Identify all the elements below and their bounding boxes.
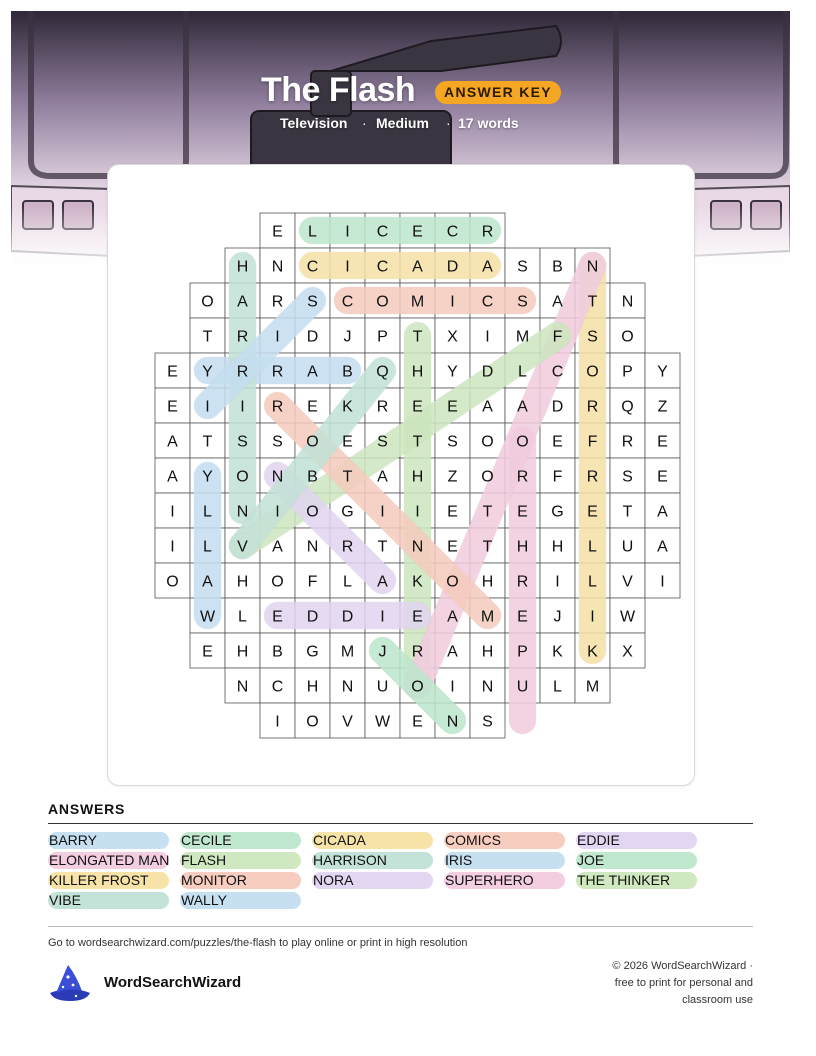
grid-letter: A [447, 643, 458, 661]
grid-letter: Y [202, 363, 213, 381]
category-label: Television [280, 115, 348, 131]
answer-item: JOE [576, 852, 697, 869]
grid-letter: O [166, 573, 179, 591]
grid-letter: A [377, 573, 388, 591]
grid-letter: O [411, 678, 424, 696]
grid-letter: O [306, 433, 319, 451]
grid-letter: N [271, 468, 284, 486]
grid-letter: N [236, 678, 249, 696]
grid-letter: S [587, 328, 598, 346]
grid-letter: E [517, 608, 528, 626]
grid-letter: V [622, 573, 633, 591]
answer-item: IRIS [444, 852, 565, 869]
grid-letter: N [621, 293, 634, 311]
grid-letter: U [516, 678, 529, 696]
grid-letter: K [412, 573, 423, 591]
copyright-line: © 2026 WordSearchWizard · [612, 960, 753, 972]
grid-letter: O [376, 293, 389, 311]
grid-letter: X [447, 328, 458, 346]
grid-letter: E [412, 713, 423, 731]
grid-letter: A [237, 293, 248, 311]
grid-letter: M [410, 293, 425, 311]
grid-letter: V [237, 538, 248, 556]
grid-letter: E [447, 398, 458, 416]
grid-letter: R [236, 328, 249, 346]
grid-letter: L [553, 678, 562, 696]
grid-letter: L [308, 223, 317, 241]
grid-letter: H [236, 258, 249, 276]
grid-letter: I [380, 608, 385, 626]
grid-letter: T [412, 433, 423, 451]
answer-key-badge: ANSWER KEY [435, 81, 561, 104]
grid-letter: N [481, 678, 494, 696]
grid-letter: I [450, 678, 455, 696]
grid-letter: O [306, 713, 319, 731]
grid-letter: R [271, 363, 284, 381]
grid-letter: E [412, 223, 423, 241]
grid-letter: M [585, 678, 600, 696]
grid-letter: F [587, 433, 598, 451]
grid-letter: S [517, 293, 528, 311]
grid-letter: M [480, 608, 495, 626]
grid-letter: I [170, 538, 175, 556]
grid-letter: Y [202, 468, 213, 486]
grid-letter: I [345, 223, 350, 241]
grid-letter: E [657, 433, 668, 451]
grid-letter: C [446, 223, 459, 241]
grid-letter: A [167, 468, 178, 486]
grid-letter: A [657, 503, 668, 521]
wizard-hat-icon [46, 963, 94, 1005]
copyright-line: classroom use [682, 994, 753, 1006]
grid-letter: O [201, 293, 214, 311]
grid-letter: O [306, 503, 319, 521]
grid-letter: Q [621, 398, 634, 416]
grid-letter: H [481, 573, 494, 591]
answer-item: MONITOR [180, 872, 301, 889]
grid-letter: F [552, 468, 563, 486]
grid-letter: T [202, 328, 213, 346]
grid-letter: H [481, 643, 494, 661]
grid-letter: T [622, 503, 633, 521]
grid-letter: Q [376, 363, 389, 381]
copyright-line: free to print for personal and [614, 977, 753, 989]
grid-letter: J [553, 608, 562, 626]
grid-letter: S [307, 293, 318, 311]
grid-letter: C [306, 258, 319, 276]
grid-letter: S [272, 433, 283, 451]
grid-letter: A [657, 538, 668, 556]
grid-letter: Z [657, 398, 668, 416]
grid-letter: E [657, 468, 668, 486]
grid-letter: I [380, 503, 385, 521]
grid-letter: H [411, 468, 424, 486]
grid-letter: A [307, 363, 318, 381]
grid-letter: N [236, 503, 249, 521]
grid-letter: T [342, 468, 353, 486]
grid-letter: S [482, 713, 493, 731]
grid-letter: K [587, 643, 598, 661]
answer-item: SUPERHERO [444, 872, 565, 889]
grid-letter: A [552, 293, 563, 311]
grid-letter: I [275, 713, 280, 731]
grid-letter: H [306, 678, 319, 696]
grid-letter: O [586, 363, 599, 381]
grid-letter: I [485, 328, 490, 346]
grid-letter: T [377, 538, 388, 556]
grid-letter: R [586, 468, 599, 486]
grid-letter: A [412, 258, 423, 276]
grid-letter: N [306, 538, 319, 556]
grid-letter: I [170, 503, 175, 521]
grid-letter: R [481, 223, 494, 241]
grid-letter: U [376, 678, 389, 696]
play-online-link[interactable]: Go to wordsearchwizard.com/puzzles/the-flash to play online or print in high resolution [48, 937, 468, 949]
grid-letter: V [342, 713, 353, 731]
grid-letter: H [236, 643, 249, 661]
grid-letter: L [203, 538, 212, 556]
brand-name: WordSearchWizard [104, 974, 242, 991]
grid-letter: C [376, 258, 389, 276]
grid-letter: H [411, 363, 424, 381]
grid-letter: S [622, 468, 633, 486]
grid-letter: G [341, 503, 354, 521]
grid-letter: D [481, 363, 494, 381]
grid-letter: I [240, 398, 245, 416]
grid-letter: S [447, 433, 458, 451]
grid-letter: I [590, 608, 595, 626]
grid-letter: C [376, 223, 389, 241]
grid-letter: E [412, 398, 423, 416]
grid-letter: P [377, 328, 388, 346]
grid-letter: R [271, 398, 284, 416]
answer-item: KILLER FROST [48, 872, 169, 889]
grid-letter: E [552, 433, 563, 451]
meta-separator: · [446, 115, 451, 131]
grid-letter: F [552, 328, 563, 346]
grid-letter: E [167, 363, 178, 381]
grid-letter: S [237, 433, 248, 451]
grid-letter: L [588, 573, 597, 591]
grid-letter: E [272, 223, 283, 241]
answer-item: ELONGATED MAN [49, 852, 170, 868]
grid-letter: Y [447, 363, 458, 381]
grid-letter: C [551, 363, 564, 381]
grid-letter: S [377, 433, 388, 451]
divider [48, 926, 753, 927]
grid-letter: N [586, 258, 599, 276]
grid-letter: O [271, 573, 284, 591]
answer-item: THE THINKER [576, 872, 697, 889]
grid-letter: R [621, 433, 634, 451]
answer-item: HARRISON [312, 852, 433, 869]
grid-letter: P [622, 363, 633, 381]
grid-letter: D [306, 608, 319, 626]
meta-separator: · [362, 115, 367, 131]
grid-letter: D [341, 608, 354, 626]
answer-item: CECILE [180, 832, 301, 849]
grid-letter: R [376, 398, 389, 416]
grid-letter: R [516, 573, 529, 591]
grid-letter: C [481, 293, 494, 311]
grid-letter: L [238, 608, 247, 626]
grid-letter: J [343, 328, 352, 346]
grid-letter: C [341, 293, 354, 311]
grid-letter: M [340, 643, 355, 661]
grid-letter: L [343, 573, 352, 591]
answer-item: VIBE [48, 892, 169, 909]
grid-letter: O [481, 433, 494, 451]
grid-letter: N [271, 258, 284, 276]
grid-letter: A [167, 433, 178, 451]
difficulty-label: Medium [376, 115, 429, 131]
grid-letter: R [236, 363, 249, 381]
grid-letter: B [342, 363, 353, 381]
grid-letter: A [517, 398, 528, 416]
grid-letter: E [447, 503, 458, 521]
grid-letter: E [272, 608, 283, 626]
grid-letter: H [236, 573, 249, 591]
grid-letter: O [481, 468, 494, 486]
answer-item: NORA [312, 872, 433, 889]
grid-letter: R [516, 468, 529, 486]
grid-letter: R [341, 538, 354, 556]
grid-letter: I [450, 293, 455, 311]
copyright-notice [553, 958, 753, 1009]
grid-letter: X [622, 643, 633, 661]
divider [48, 823, 753, 824]
grid-letter: A [482, 398, 493, 416]
grid-letter: T [202, 433, 213, 451]
grid-letter: A [202, 573, 213, 591]
grid-letter: E [447, 538, 458, 556]
grid-letter: U [621, 538, 634, 556]
grid-letter: Y [657, 363, 668, 381]
grid-letter: D [306, 328, 319, 346]
grid-letter: D [446, 258, 459, 276]
grid-letter: I [205, 398, 210, 416]
grid-letter: K [552, 643, 563, 661]
grid-letter: I [275, 328, 280, 346]
grid-letter: I [275, 503, 280, 521]
grid-letter: B [307, 468, 318, 486]
grid-letter: E [412, 608, 423, 626]
grid-letter: B [552, 258, 563, 276]
grid-letter: H [551, 538, 564, 556]
grid-letter: G [551, 503, 564, 521]
grid-letter: I [345, 258, 350, 276]
grid-letter: F [307, 573, 318, 591]
grid-letter: G [306, 643, 319, 661]
grid-letter: D [551, 398, 564, 416]
grid-letter: N [446, 713, 459, 731]
grid-letter: A [447, 608, 458, 626]
grid-letter: J [378, 643, 387, 661]
grid-letter: W [619, 608, 636, 626]
grid-letter: O [621, 328, 634, 346]
grid-letter: T [412, 328, 423, 346]
answers-heading: ANSWERS [48, 801, 126, 817]
grid-letter: E [517, 503, 528, 521]
grid-letter: T [482, 538, 493, 556]
grid-letter: O [516, 433, 529, 451]
grid-letter: B [272, 643, 283, 661]
answer-item: CICADA [312, 832, 433, 849]
grid-letter: T [587, 293, 598, 311]
page-title: The Flash [261, 71, 416, 109]
grid-letter: E [587, 503, 598, 521]
grid-letter: E [167, 398, 178, 416]
grid-letter: N [411, 538, 424, 556]
grid-letter: C [271, 678, 284, 696]
grid-letter: O [236, 468, 249, 486]
grid-letter: L [203, 503, 212, 521]
grid-letter: I [660, 573, 665, 591]
answer-item: WALLY [180, 892, 301, 909]
grid-letter: N [341, 678, 354, 696]
grid-letter: A [482, 258, 493, 276]
grid-letter: E [342, 433, 353, 451]
grid-letter: Z [447, 468, 458, 486]
grid-letter: L [518, 363, 527, 381]
grid-letter: R [411, 643, 424, 661]
grid-letter: S [517, 258, 528, 276]
grid-letter: A [377, 468, 388, 486]
grid-letter: O [446, 573, 459, 591]
grid-letter: K [342, 398, 353, 416]
word-count-label: 17 words [458, 115, 519, 131]
grid-letter: I [415, 503, 420, 521]
grid-letter: R [271, 293, 284, 311]
grid-letter: L [588, 538, 597, 556]
grid-letter: W [199, 608, 216, 626]
grid-letter: T [482, 503, 493, 521]
grid-letter: I [555, 573, 560, 591]
grid-letter: E [307, 398, 318, 416]
answer-item: COMICS [444, 832, 565, 849]
grid-letter: A [272, 538, 283, 556]
grid-letter: E [202, 643, 213, 661]
grid-letter: M [515, 328, 530, 346]
grid-letter: P [517, 643, 528, 661]
grid-letter: W [374, 713, 391, 731]
grid-letter: H [516, 538, 529, 556]
grid-letter: R [586, 398, 599, 416]
answer-item: EDDIE [576, 832, 697, 849]
answer-item: BARRY [48, 832, 169, 849]
answer-item: FLASH [180, 852, 301, 869]
